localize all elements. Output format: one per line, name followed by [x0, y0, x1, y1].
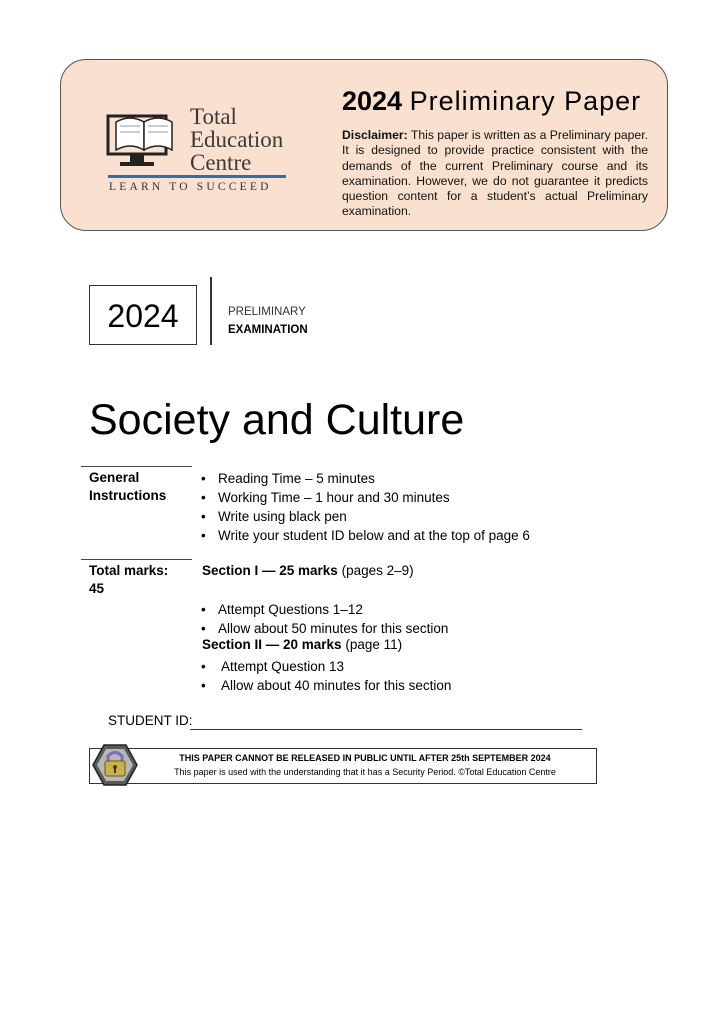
logo-text-line2: Education [190, 127, 284, 152]
section1-list [200, 600, 448, 638]
list-item: • Write your student ID below and at the top of page 6 [201, 528, 530, 543]
open-book-on-monitor-icon [106, 108, 186, 170]
section2-title: Section II — 20 marks [202, 637, 342, 652]
security-period-note: This paper is used with the understanding that it has a Security Period. ©Total Education Centre [174, 767, 556, 777]
vertical-divider [210, 277, 212, 345]
general-instructions-list [200, 469, 530, 545]
section1-heading [202, 563, 414, 578]
logo-underline [108, 175, 286, 178]
section1-title: Section I — 25 marks [202, 563, 338, 578]
list-item: • Working Time – 1 hour and 30 minutes [201, 490, 450, 505]
list-item: • Allow about 40 minutes for this section [201, 678, 452, 693]
total-marks-label: Total marks: [89, 563, 169, 578]
paper-title [342, 86, 641, 117]
section1-pages: (pages 2–9) [341, 563, 414, 578]
divider-general [81, 466, 192, 467]
security-release-date: THIS PAPER CANNOT BE RELEASED IN PUBLIC UNTIL AFTER 25th SEPTEMBER 2024 [179, 753, 551, 763]
logo-text-line3: Centre [190, 150, 252, 175]
student-id-field[interactable] [190, 729, 582, 730]
disclaimer-text: This paper is written as a Preliminary paper. It is designed to provide practice consistent with the demands of the current Preliminary course and its examination. However, we do not guarantee it predicts question content for a student’s actual Preliminary examination. [342, 128, 648, 219]
disclaimer [342, 128, 648, 220]
total-marks-value: 45 [89, 581, 105, 596]
list-item: • Attempt Question 13 [201, 659, 345, 674]
list-item: • Allow about 50 minutes for this section [201, 621, 449, 636]
section2-pages: (page 11) [345, 637, 403, 652]
section2-heading [202, 637, 402, 652]
paper-title-year: 2024 [342, 86, 403, 116]
paper-title-text: Preliminary Paper [409, 86, 642, 116]
security-padlock-icon [92, 743, 138, 787]
exam-type-line1: PRELIMINARY [228, 306, 306, 318]
exam-type-line2: EXAMINATION [228, 324, 308, 336]
logo-text-line1: Total [190, 104, 237, 129]
exam-year-box: 2024 [89, 285, 197, 345]
disclaimer-label: Disclaimer: [342, 128, 408, 142]
general-instructions-label: General Instructions [89, 470, 167, 503]
list-item: • Write using black pen [201, 509, 347, 524]
logo-tagline: LEARN TO SUCCEED [109, 181, 272, 193]
student-id-label: STUDENT ID: [108, 713, 193, 728]
subject-title: Society and Culture [89, 396, 465, 444]
list-item: • Attempt Questions 1–12 [201, 602, 363, 617]
list-item: • Reading Time – 5 minutes [201, 471, 375, 486]
divider-total-marks [81, 559, 192, 560]
section2-list [200, 657, 451, 695]
